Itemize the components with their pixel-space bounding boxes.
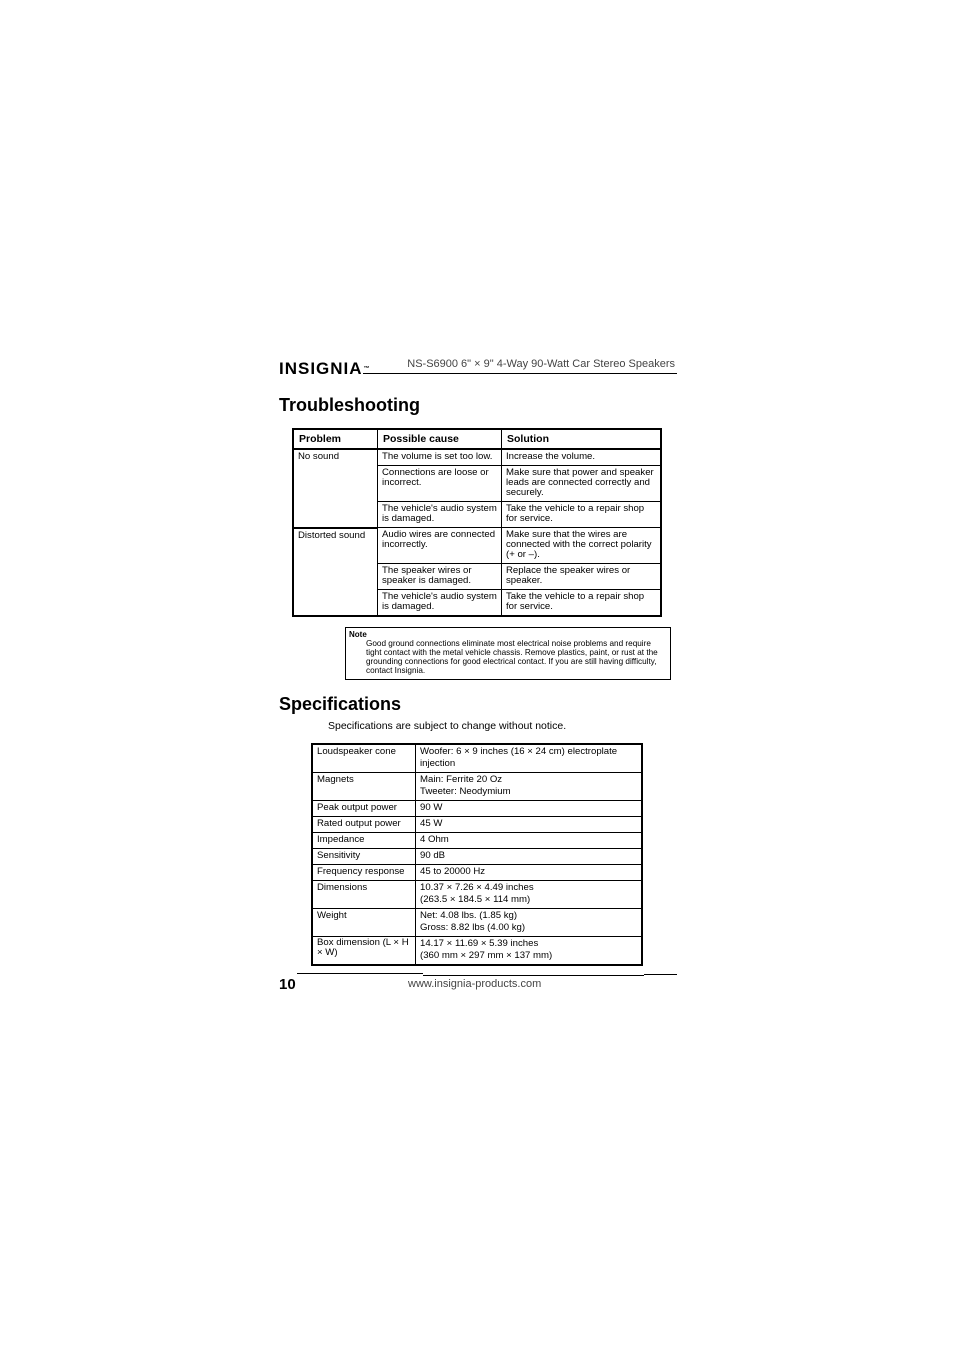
spec-value <box>416 773 643 801</box>
spec-value-line: 45 W <box>420 818 443 829</box>
table-row <box>312 744 642 773</box>
spec-key: Impedance <box>312 833 416 849</box>
spec-value <box>416 937 643 966</box>
spec-value <box>416 833 643 849</box>
table-row <box>312 909 642 937</box>
spec-key: Magnets <box>312 773 416 801</box>
brand-logo: INSIGNIA™ <box>279 359 371 378</box>
spec-key: Rated output power <box>312 817 416 833</box>
spec-value-line: (360 mm × 297 mm × 137 mm) <box>420 950 553 961</box>
spec-value-line: 90 W <box>420 802 443 813</box>
table-row <box>312 801 642 817</box>
spec-value-line: 4 Ohm <box>420 834 449 845</box>
specifications-intro: Specifications are subject to change without notice. <box>328 720 567 732</box>
spec-value-line: 10.37 × 7.26 × 4.49 inches <box>420 882 534 893</box>
spec-value-line: 45 to 20000 Hz <box>420 866 486 877</box>
spec-key: Sensitivity <box>312 849 416 865</box>
column-header-problem: Problem <box>293 429 378 449</box>
table-row <box>312 817 642 833</box>
table-row <box>312 773 642 801</box>
note-box <box>345 627 671 680</box>
spec-key: Box dimension (L × H × W) <box>312 937 416 966</box>
spec-value-line: (263.5 × 184.5 × 114 mm) <box>420 894 531 905</box>
specifications-table <box>311 743 643 966</box>
solution-cell: Replace the speaker wires or speaker. <box>502 564 662 590</box>
table-header-row <box>293 429 661 449</box>
footer-rule <box>644 974 677 975</box>
solution-cell: Make sure that power and speaker leads are connected correctly and securely. <box>502 466 662 502</box>
spec-value-line: Tweeter: Neodymium <box>420 786 511 797</box>
header-rule <box>363 373 677 374</box>
spec-value <box>416 801 643 817</box>
cause-cell: Connections are loose or incorrect. <box>378 466 502 502</box>
column-header-solution: Solution <box>502 429 662 449</box>
table-row <box>312 833 642 849</box>
footer-url: www.insignia-products.com <box>408 978 542 990</box>
table-row <box>293 528 661 564</box>
solution-cell: Take the vehicle to a repair shop for service. <box>506 591 645 612</box>
spec-value-line: Main: Ferrite 20 Oz <box>420 774 503 785</box>
table-row <box>293 449 661 466</box>
table-row <box>312 881 642 909</box>
spec-value-line: 90 dB <box>420 850 446 861</box>
column-header-cause: Possible cause <box>378 429 502 449</box>
cause-cell: The volume is set too low. <box>378 449 502 466</box>
spec-value <box>416 744 643 773</box>
spec-value-line: Gross: 8.82 lbs (4.00 kg) <box>420 922 526 933</box>
spec-key: Peak output power <box>312 801 416 817</box>
table-row <box>312 865 642 881</box>
spec-value <box>416 865 643 881</box>
table-row <box>312 937 642 966</box>
troubleshooting-heading: Troubleshooting <box>279 395 420 415</box>
specifications-heading: Specifications <box>279 694 402 714</box>
header-title: NS-S6900 6" × 9" 4-Way 90-Watt Car Stereo Speakers <box>407 358 675 370</box>
spec-key: Dimensions <box>312 881 416 909</box>
cause-cell: The vehicle's audio system is damaged. <box>378 502 502 528</box>
spec-value <box>416 909 643 937</box>
spec-key: Frequency response <box>312 865 416 881</box>
footer-rule <box>297 973 423 974</box>
spec-value <box>416 817 643 833</box>
cause-cell: The vehicle's audio system is damaged. <box>378 590 502 617</box>
table-row <box>312 849 642 865</box>
footer-rule <box>423 975 644 976</box>
spec-value <box>416 881 643 909</box>
problem-cell: Distorted sound <box>293 528 378 617</box>
spec-value-line: Net: 4.08 lbs. (1.85 kg) <box>420 910 518 921</box>
spec-key: Loudspeaker cone <box>312 744 416 773</box>
cause-cell: Audio wires are connected incorrectly. <box>378 528 502 564</box>
note-text: Good ground connections eliminate most electrical noise problems and require tight contact with the metal vehicle chassis. Remove plastics, paint, or rust at the grounding connections for good electrical contact. If you are still having difficulty, contact Insignia. <box>366 639 658 675</box>
solution-cell: Increase the volume. <box>502 449 662 466</box>
problem-cell: No sound <box>293 449 378 528</box>
solution-cell: Make sure that the wires are connected with the correct polarity (+ or –). <box>502 528 662 564</box>
cause-cell: The speaker wires or speaker is damaged. <box>378 564 502 590</box>
spec-value-line: Woofer: 6 × 9 inches (16 × 24 cm) electroplate injection <box>420 746 618 769</box>
page-number: 10 <box>279 976 296 993</box>
note-label: Note <box>349 630 367 639</box>
troubleshooting-table <box>292 428 662 617</box>
spec-key: Weight <box>312 909 416 937</box>
spec-value-line: 14.17 × 11.69 × 5.39 inches <box>420 938 539 949</box>
spec-value <box>416 849 643 865</box>
solution-cell: Take the vehicle to a repair shop for service. <box>502 502 662 528</box>
